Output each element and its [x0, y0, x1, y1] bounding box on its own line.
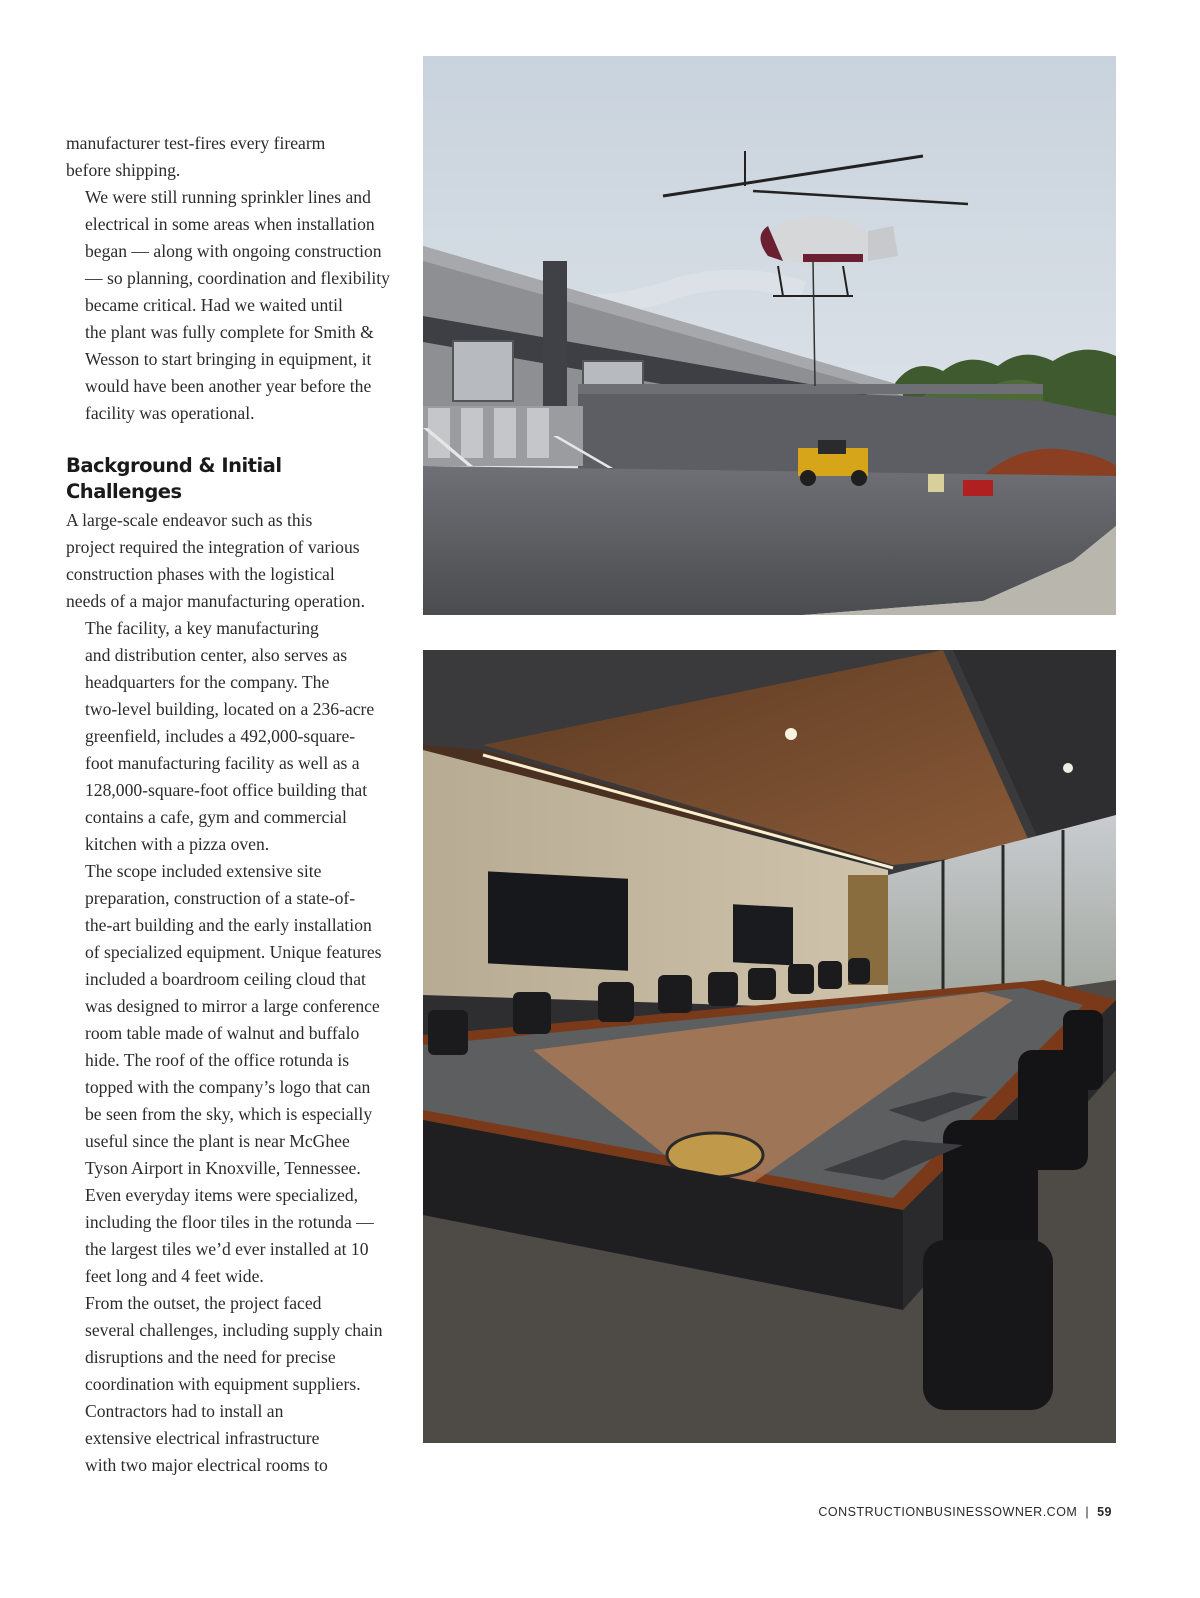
text-line: extensive electrical infrastructure: [85, 1428, 320, 1448]
text-line: A large-scale endeavor such as this: [66, 510, 313, 530]
text-line: coordination with equipment suppliers.: [85, 1374, 361, 1394]
text-line: useful since the plant is near McGhee: [85, 1131, 350, 1151]
text-line: 128,000-square-foot office building that: [85, 780, 368, 800]
text-line: Tyson Airport in Knoxville, Tennessee.: [85, 1158, 361, 1178]
text-line: of specialized equipment. Unique features: [85, 942, 382, 962]
text-line: was designed to mirror a large conference: [85, 996, 380, 1016]
text-line: From the outset, the project faced: [85, 1293, 322, 1313]
paragraph: [66, 130, 396, 184]
text-line: two-level building, located on a 236-acre: [85, 699, 375, 719]
text-line: and distribution center, also serves as: [85, 645, 348, 665]
text-line: several challenges, including supply chain: [85, 1320, 383, 1340]
text-line: foot manufacturing facility as well as a: [85, 753, 360, 773]
text-line: the plant was fully complete for Smith &: [85, 322, 374, 342]
text-line: hide. The roof of the office rotunda is: [85, 1050, 350, 1070]
text-line: including the floor tiles in the rotunda —: [85, 1212, 374, 1232]
text-line: with two major electrical rooms to: [85, 1455, 328, 1475]
paragraph: [66, 858, 396, 1290]
text-line: contains a cafe, gym and commercial: [85, 807, 347, 827]
paragraph: [66, 1398, 396, 1479]
text-line: be seen from the sky, which is especially: [85, 1104, 373, 1124]
page-number: 59: [1097, 1505, 1112, 1519]
footer-separator: |: [1085, 1505, 1090, 1519]
text-line: The facility, a key manufacturing: [85, 618, 319, 638]
text-line: We were still running sprinkler lines and: [85, 187, 371, 207]
text-line: Wesson to start bringing in equipment, it: [85, 349, 372, 369]
text-line: Contractors had to install an: [85, 1401, 284, 1421]
text-line: feet long and 4 feet wide.: [85, 1266, 264, 1286]
text-line: room table made of walnut and buffalo: [85, 1023, 360, 1043]
text-line: disruptions and the need for precise: [85, 1347, 336, 1367]
paragraph: [66, 184, 396, 427]
helicopter-photo: [423, 56, 1116, 615]
text-line: headquarters for the company. The: [85, 672, 330, 692]
text-line: manufacturer test-fires every firearm: [66, 133, 326, 153]
text-line: — so planning, coordination and flexibility: [85, 268, 390, 288]
text-line: facility was operational.: [85, 403, 255, 423]
page-footer: [818, 1505, 1112, 1519]
text-line: included a boardroom ceiling cloud that: [85, 969, 366, 989]
text-line: Even everyday items were specialized,: [85, 1185, 359, 1205]
text-line: construction phases with the logistical: [66, 564, 335, 584]
text-line: electrical in some areas when installation: [85, 214, 375, 234]
text-line: topped with the company’s logo that can: [85, 1077, 371, 1097]
text-line: became critical. Had we waited until: [85, 295, 343, 315]
text-line: The scope included extensive site: [85, 861, 322, 881]
text-line: would have been another year before the: [85, 376, 372, 396]
helicopter-photo-illustration: [423, 56, 1116, 615]
footer-site: CONSTRUCTIONBUSINESSOWNER.COM: [818, 1505, 1078, 1519]
text-line: before shipping.: [66, 160, 181, 180]
text-line: the-art building and the early installation: [85, 915, 372, 935]
paragraph: [66, 1290, 396, 1398]
boardroom-photo-illustration: [423, 650, 1116, 1443]
text-line: needs of a major manufacturing operation.: [66, 591, 365, 611]
paragraph: [66, 507, 396, 615]
section-heading: Background & Initial Challenges: [66, 454, 282, 503]
text-line: kitchen with a pizza oven.: [85, 834, 270, 854]
article-text-column: [66, 130, 396, 1479]
text-line: preparation, construction of a state-of-: [85, 888, 356, 908]
text-line: project required the integration of various: [66, 537, 360, 557]
paragraph: [66, 615, 396, 858]
text-line: greenfield, includes a 492,000-square-: [85, 726, 356, 746]
text-line: began — along with ongoing construction: [85, 241, 382, 261]
boardroom-photo: [423, 650, 1116, 1443]
text-line: the largest tiles we’d ever installed at 10: [85, 1239, 369, 1259]
